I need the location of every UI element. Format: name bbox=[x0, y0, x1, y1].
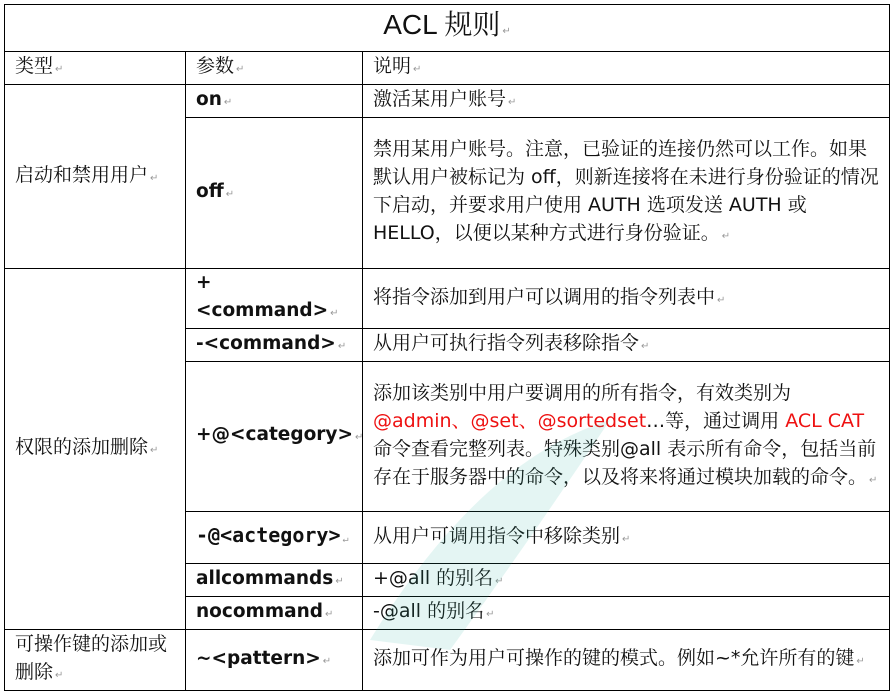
desc-text bbox=[373, 332, 649, 354]
text-segment: 从用户可执行指令列表移除指令 bbox=[373, 332, 640, 354]
text-segment: 从用户可调用指令中移除类别 bbox=[373, 524, 621, 547]
desc-cell bbox=[363, 85, 890, 118]
desc-cell bbox=[363, 118, 890, 269]
desc-cell bbox=[363, 630, 890, 691]
text-segment: 禁用某用户账号。注意，已验证的连接仍然可以工作。如果默认用户被标记为 off，则新连接将在未进行身份验证的情况下启动，并要求用户使用 AUTH 选项发送 AUTH 或 HELLO，以便以某种方式进行身份验证。 bbox=[373, 138, 879, 244]
table-title bbox=[5, 5, 890, 52]
header-param: 参数 ↵ bbox=[186, 52, 363, 85]
desc-cell bbox=[363, 269, 890, 329]
param-cell: nocommand ↵ bbox=[186, 597, 363, 630]
param-cell: on ↵ bbox=[186, 85, 363, 118]
text-segment: -@all 的别名 bbox=[373, 600, 485, 622]
text-segment: …等，通过调用 bbox=[646, 409, 786, 432]
text-segment: 激活某用户账号 bbox=[373, 88, 507, 110]
desc-text bbox=[373, 286, 725, 308]
text-segment: 命令查看完整列表。特殊类别@all 表示所有命令，包括当前存在于服务器中的命令，以及将来将通过模块加载的命令。 bbox=[373, 437, 877, 488]
desc-cell bbox=[363, 597, 890, 630]
desc-text bbox=[373, 88, 516, 110]
highlighted-text: ACL CAT bbox=[785, 409, 865, 432]
param-cell: allcommands ↵ bbox=[186, 564, 363, 597]
text-segment: +@all 的别名 bbox=[373, 567, 494, 589]
desc-text bbox=[373, 138, 879, 244]
param-cell: +<command> ↵ bbox=[186, 269, 363, 329]
desc-cell bbox=[363, 329, 890, 362]
desc-text bbox=[373, 600, 495, 622]
desc-text bbox=[373, 647, 865, 669]
text-segment: 添加可作为用户可操作的键的模式。例如~*允许所有的键 bbox=[373, 647, 855, 669]
param-cell: -<command> ↵ bbox=[186, 329, 363, 362]
group-enable: 启动和禁用用户 ↵ bbox=[5, 85, 186, 269]
param-cell: off ↵ bbox=[186, 118, 363, 269]
desc-cell bbox=[363, 564, 890, 597]
text-segment: 将指令添加到用户可以调用的指令列表中 bbox=[373, 285, 716, 308]
header-type: 类型 ↵ bbox=[5, 52, 186, 85]
desc-text bbox=[373, 525, 630, 547]
group-keys: 可操作键的添加或删除 ↵ bbox=[5, 630, 186, 691]
desc-cell bbox=[363, 512, 890, 564]
acl-rules-table bbox=[4, 4, 890, 691]
title-text: ACL 规则 ↵ bbox=[383, 9, 511, 40]
desc-cell bbox=[363, 362, 890, 512]
param-cell: -@<actegory> ↵ bbox=[186, 512, 363, 564]
desc-text bbox=[373, 382, 877, 488]
highlighted-text: @admin、@set、@sortedset bbox=[373, 409, 647, 432]
param-cell: ~<pattern> ↵ bbox=[186, 630, 363, 691]
text-segment: 添加该类别中用户要调用的所有指令，有效类别为 bbox=[373, 381, 792, 404]
desc-text bbox=[373, 567, 504, 589]
header-desc: 说明 ↵ bbox=[363, 52, 890, 85]
group-permissions: 权限的添加删除 ↵ bbox=[5, 269, 186, 630]
param-cell: +@<category> ↵ bbox=[186, 362, 363, 512]
